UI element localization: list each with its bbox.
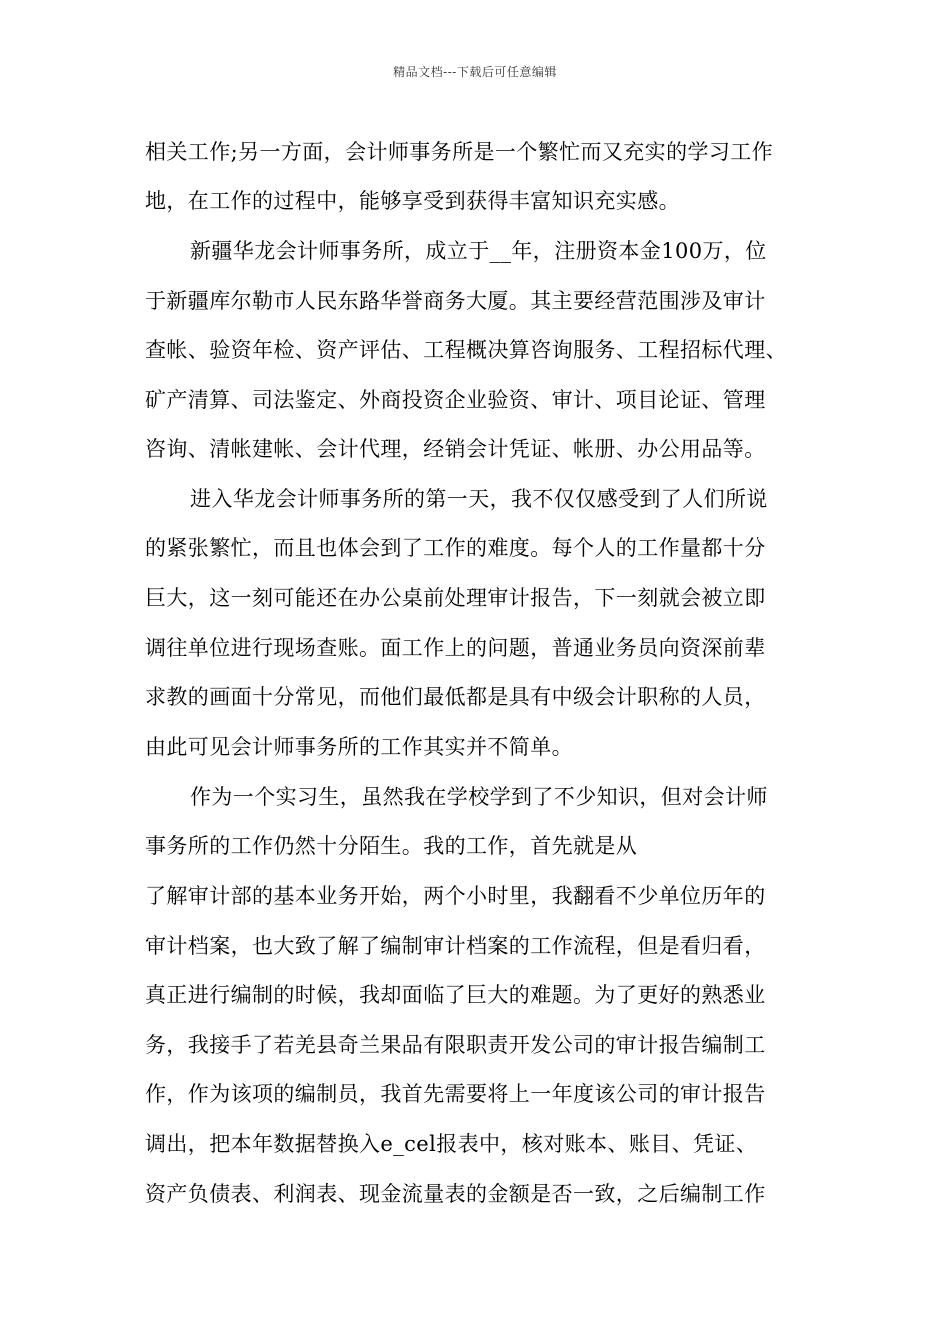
body-line: 真正进行编制的时候，我却面临了巨大的难题。为了更好的熟悉业 [145,983,766,1007]
body-line: 资产负债表、利润表、现金流量表的金额是否一致，之后编制工作 [145,1182,766,1206]
body-line: 地，在工作的过程中，能够享受到获得丰富知识充实感。 [145,189,680,213]
body-line: 咨询、清帐建帐、会计代理，经销会计凭证、帐册、办公用品等。 [145,437,766,461]
body-line: 求教的画面十分常见，而他们最低都是具有中级会计职称的人员， [145,685,766,709]
page-header: 精品文档---下载后可任意编辑 [393,65,557,79]
body-line: 审计档案，也大致了解了编制审计档案的工作流程，但是看归看， [145,934,766,958]
body-line: 调往单位进行现场查账。面工作上的问题，普通业务员向资深前辈 [145,636,766,660]
body-line: 作为一个实习生，虽然我在学校学到了不少知识，但对会计师 [190,785,768,809]
body-line: 作，作为该项的编制员，我首先需要将上一年度该公司的审计报告 [145,1082,766,1106]
body-line: 进入华龙会计师事务所的第一天，我不仅仅感受到了人们所说 [190,487,768,511]
body-line: 调出，把本年数据替换入e_cel报表中，核对账本、账目、凭证、 [145,1132,758,1156]
body-line: 巨大，这一刻可能还在办公桌前处理审计报告，下一刻就会被立即 [145,586,766,610]
body-line: 事务所的工作仍然十分陌生。我的工作，首先就是从 [145,834,638,858]
body-line: 于新疆库尔勒市人民东路华誉商务大厦。其主要经营范围涉及审计 [145,289,766,313]
body-line: 的紧张繁忙，而且也体会到了工作的难度。每个人的工作量都十分 [145,536,766,560]
body-line: 相关工作;另一方面，会计师事务所是一个繁忙而又充实的学习工作 [145,140,774,164]
body-line: 矿产清算、司法鉴定、外商投资企业验资、审计、项目论证、管理 [145,388,766,412]
body-line: 查帐、验资年检、资产评估、工程概决算咨询服务、工程招标代理、 [145,338,787,362]
body-line: 由此可见会计师事务所的工作其实并不简单。 [145,735,573,759]
body-line: 务，我接手了若羌县奇兰果品有限职责开发公司的审计报告编制工 [145,1033,766,1057]
body-line: 了解审计部的基本业务开始，两个小时里，我翻看不少单位历年的 [145,884,766,908]
body-line: 新疆华龙会计师事务所，成立于__年，注册资本金100万，位 [190,239,767,263]
